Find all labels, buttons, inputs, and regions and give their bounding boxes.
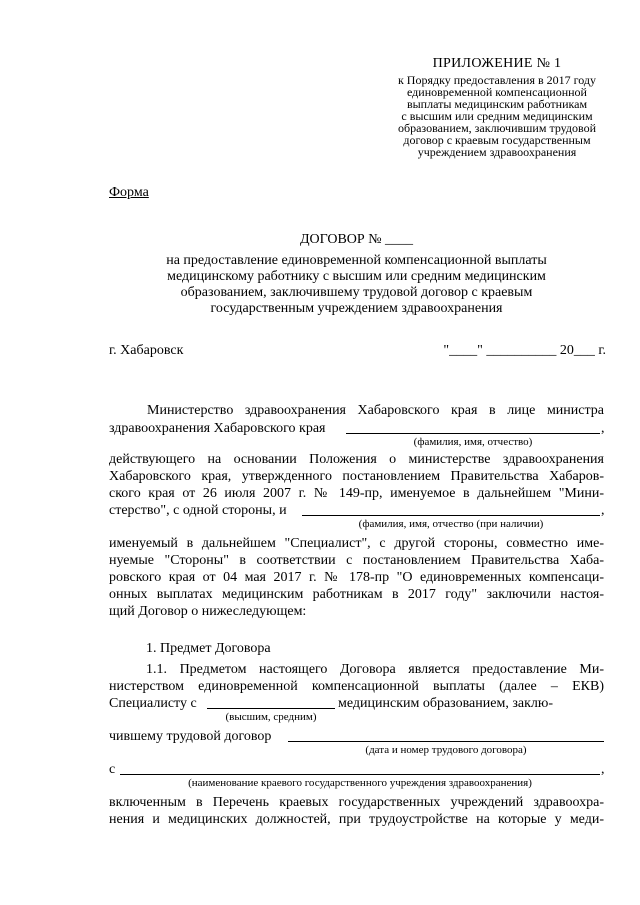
contract-subtitle-line: на предоставление единовременной компенсационной выплаты	[166, 253, 547, 268]
para-line: Хабаровского края, утвержденного постановлением Правительства Хабаров-	[109, 469, 604, 484]
appendix-line: к Порядку предоставления в 2017 году	[397, 73, 597, 87]
city-name: г. Хабаровск	[109, 343, 184, 358]
section-line-prefix: чившему трудовой договор	[109, 729, 272, 744]
section-line-suffix: ,	[601, 762, 605, 777]
education-level-blank[interactable]	[207, 708, 335, 709]
institution-name-hint: (наименование краевого государственного учреждения здравоохранения)	[188, 777, 532, 789]
appendix-title: ПРИЛОЖЕНИЕ № 1	[432, 56, 562, 71]
contract-subtitle-line: медицинскому работнику с высшим или средним медицинским	[167, 269, 546, 284]
minister-name-blank[interactable]	[346, 433, 600, 434]
contract-subtitle	[109, 253, 604, 317]
para-line-prefix: стерство", с одной стороны, и	[109, 503, 287, 518]
appendix-line: с высшим или средним медицинским	[401, 109, 593, 123]
specialist-name-hint: (фамилия, имя, отчество (при наличии)	[358, 518, 544, 530]
appendix-header	[382, 58, 612, 158]
minister-name-hint: (фамилия, имя, отчество)	[413, 436, 533, 448]
para-line: нуемые "Стороны" в соответствии с постановлением Правительства Хаба-	[109, 553, 604, 568]
para-line: щий Договор о нижеследующем:	[109, 604, 307, 619]
para-line: именуемый в дальнейшем "Специалист", с другой стороны, совместно име-	[109, 536, 604, 551]
section-line: включенным в Перечень краевых государственных учреждений здравоохра-	[109, 795, 604, 810]
para-line: ского края от 26 июля 2007 г. № 149-пр, именуемое в дальнейшем "Мини-	[109, 486, 604, 501]
education-level-hint: (высшим, средним)	[225, 711, 317, 723]
labor-contract-blank[interactable]	[288, 741, 604, 742]
para-line-prefix: здравоохранения Хабаровского края	[109, 421, 326, 436]
para-line-suffix: ,	[601, 421, 605, 436]
section-line: 1.1. Предметом настоящего Договора является предоставление Ми-	[146, 662, 604, 677]
section-line-prefix: Специалисту с	[109, 696, 197, 711]
contract-subtitle-line: образованием, заключившему трудовой договор с краевым	[180, 285, 533, 300]
section-line: нистерством единовременной компенсационной выплаты (далее – ЕКВ)	[109, 679, 604, 694]
para-line-suffix: ,	[601, 503, 605, 518]
appendix-line: договор с краевым государственным	[403, 133, 591, 147]
appendix-line: образованием, заключившим трудовой	[397, 121, 597, 135]
contract-title: ДОГОВОР № ____	[299, 232, 414, 247]
labor-contract-hint: (дата и номер трудового договора)	[365, 744, 527, 756]
section-line: нения и медицинских должностей, при трудоустройстве на которые у меди-	[109, 812, 604, 827]
para-line: онных выплатах медицинским работникам в 2017 году" заключили настоя-	[109, 587, 604, 602]
specialist-name-blank[interactable]	[302, 515, 600, 516]
para-line: действующего на основании Положения о министерстве здравоохранения	[109, 452, 604, 467]
section-line-prefix: с	[109, 762, 116, 777]
appendix-line: выплаты медицинским работникам	[406, 97, 588, 111]
appendix-line: единовременной компенсационной	[407, 85, 587, 99]
para-line: ровского края от 04 мая 2017 г. № 178-пр "О единовременных компенсаци-	[109, 570, 604, 585]
section-heading: 1. Предмет Договора	[146, 641, 271, 656]
date-field: "____" __________ 20___ г.	[443, 343, 606, 358]
form-label: Форма	[109, 185, 149, 200]
contract-subtitle-line: государственным учреждением здравоохранения	[210, 301, 503, 316]
para-line: Министерство здравоохранения Хабаровского края в лице министра	[147, 403, 604, 418]
appendix-line: учреждением здравоохранения	[417, 145, 577, 159]
section-line-suffix: медицинским образованием, заклю-	[338, 696, 553, 711]
institution-name-blank[interactable]	[120, 774, 600, 775]
